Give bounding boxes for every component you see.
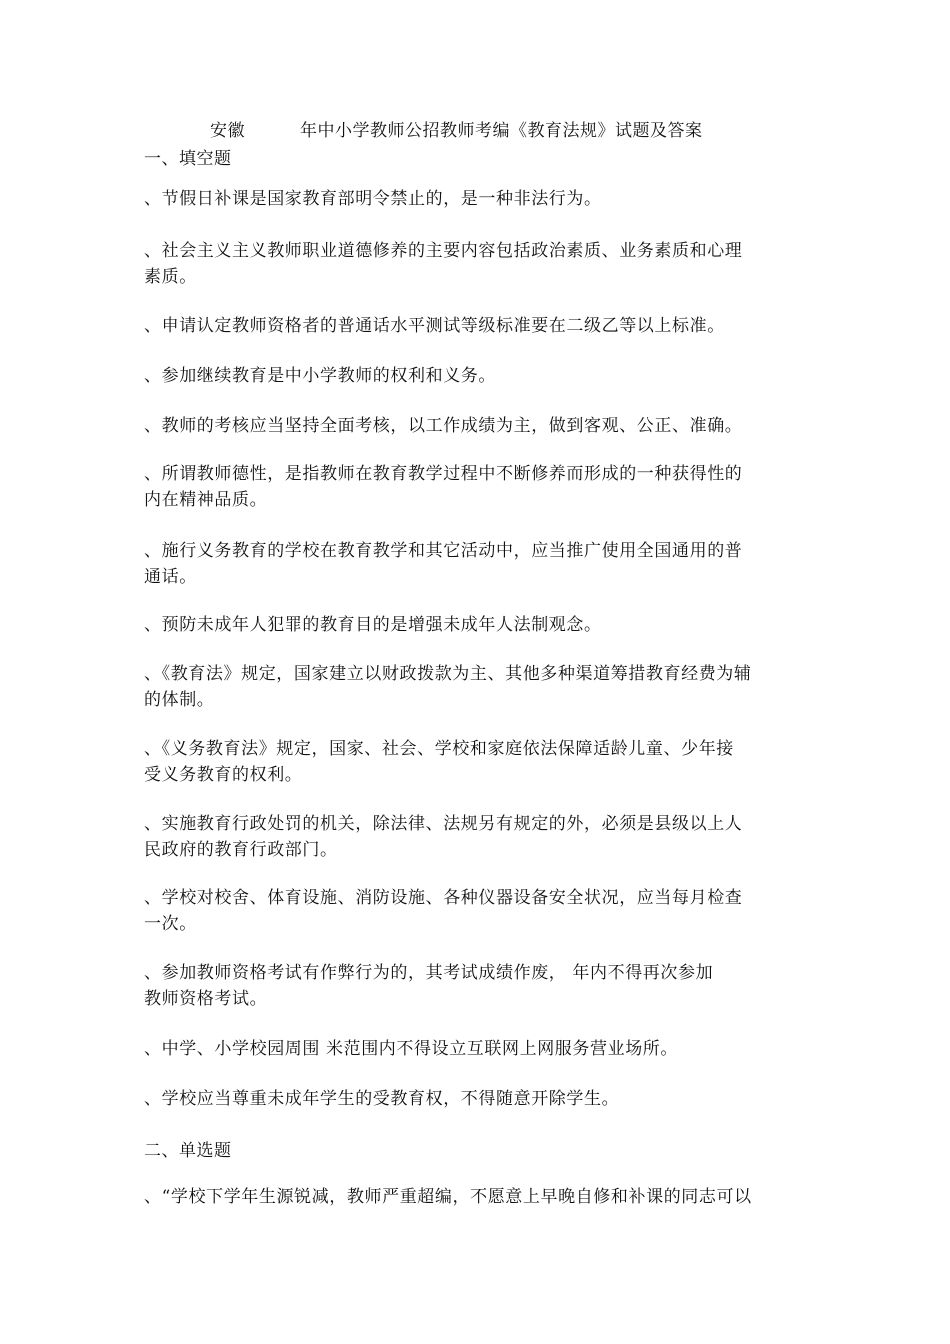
question-item: 、参加教师资格考试有作弊行为的，其考试成绩作废， 年内不得再次参加 教师资格考试。 (144, 963, 714, 1009)
question-item: 、节假日补课是国家教育部明令禁止的，是一种非法行为。 (144, 189, 602, 209)
question-item: 、中学、小学校园周围 米范围内不得设立互联网上网服务营业场所。 (144, 1039, 679, 1059)
question-item: 、实施教育行政处罚的机关，除法律、法规另有规定的外，必须是县级以上人 民政府的教育行政部门。 (144, 814, 743, 860)
question-item: 、学校对校舍、体育设施、消防设施、各种仪器设备安全状况，应当每月检查 一次。 (144, 888, 743, 934)
section-heading-fill-blank: 一、填空题 (144, 149, 232, 169)
question-item: 、施行义务教育的学校在教育教学和其它活动中，应当推广使用全国通用的普 通话。 (144, 541, 743, 587)
title-main: 年中小学教师公招教师考编《教育法规》试题及答案 (300, 121, 703, 141)
question-item: 、“学校下学年生源锐减，教师严重超编，不愿意上早晚自修和补课的同志可以 (144, 1187, 752, 1207)
question-item: 、教师的考核应当坚持全面考核，以工作成绩为主，做到客观、公正、准确。 (144, 416, 743, 436)
title-prefix: 安徽 (210, 121, 245, 141)
question-item: 、社会主义主义教师职业道德修养的主要内容包括政治素质、业务素质和心理 素质。 (144, 241, 743, 287)
question-item: 、《义务教育法》规定，国家、社会、学校和家庭依法保障适龄儿童、少年接 受义务教育的权利。 (144, 739, 734, 785)
question-item: 、申请认定教师资格者的普通话水平测试等级标准要在二级乙等以上标准。 (144, 316, 725, 336)
question-item: 、学校应当尊重未成年学生的受教育权，不得随意开除学生。 (144, 1089, 620, 1109)
section-heading-single-choice: 二、单选题 (144, 1141, 232, 1161)
document-title (0, 116, 950, 196)
question-item: 、《教育法》规定，国家建立以财政拨款为主、其他多种渠道筹措教育经费为辅 的体制。 (144, 664, 752, 710)
question-item: 、所谓教师德性，是指教师在教育教学过程中不断修养而形成的一种获得性的 内在精神品质。 (144, 464, 743, 510)
question-item: 、预防未成年人犯罪的教育目的是增强未成年人法制观念。 (144, 615, 602, 635)
question-item: 、参加继续教育是中小学教师的权利和义务。 (144, 366, 496, 386)
